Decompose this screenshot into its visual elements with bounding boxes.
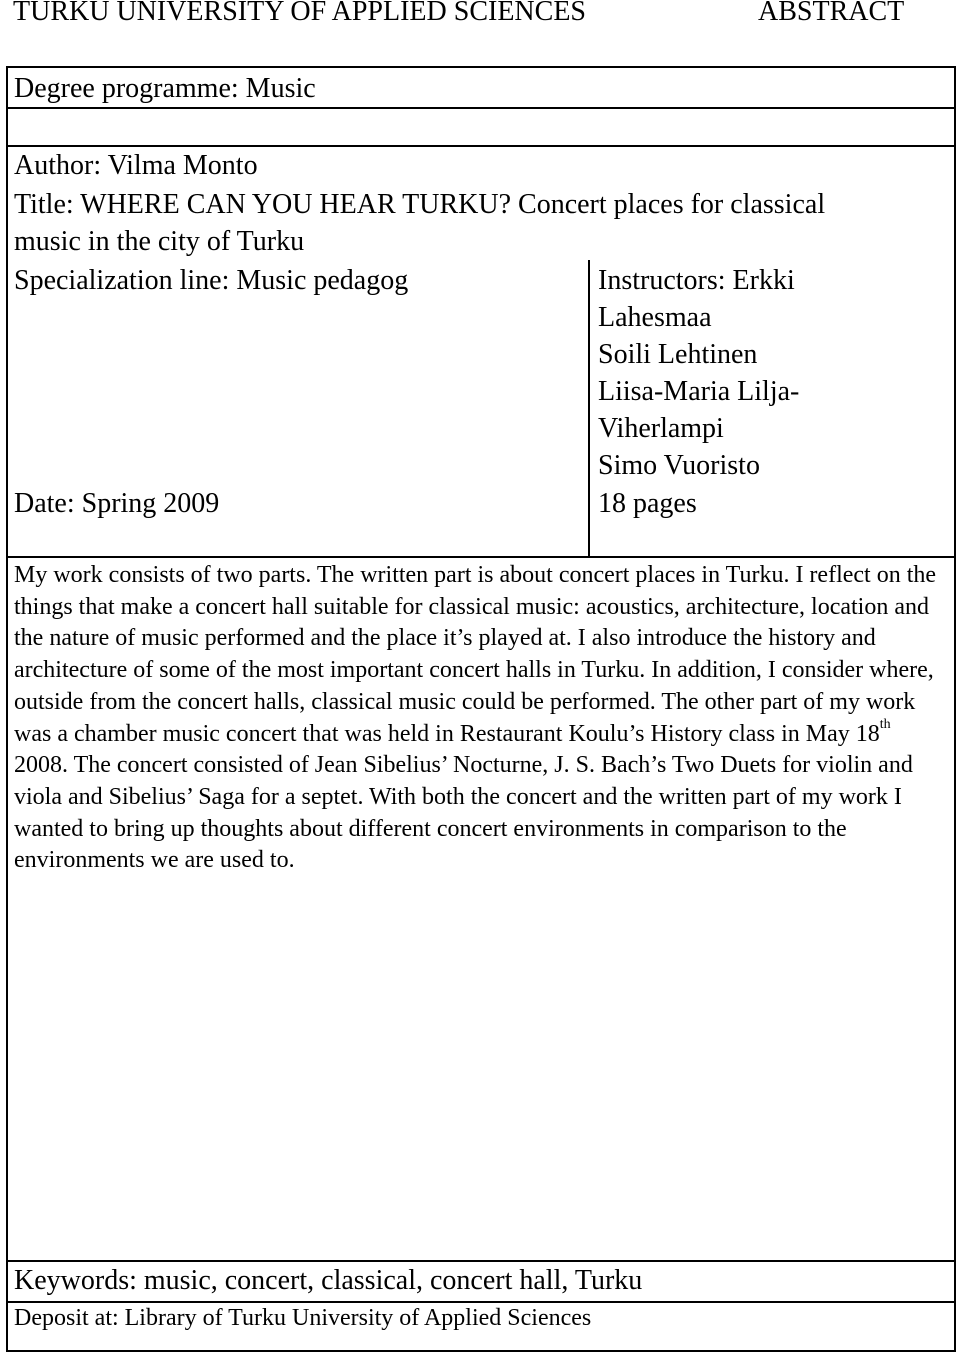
divider-before-keywords bbox=[6, 1260, 956, 1262]
abstract-text-part-2: 2008. The concert consisted of Jean Sibelius’ Nocturne, J. S. Bach’s Two Duets for violin and viola and Sibelius’ Saga for a septet. With both the concert and the written part of my work I wanted to bring up thoughts about different concert environments in comparison to the environments we are used to. bbox=[14, 752, 913, 874]
instructors-line: Instructors: Erkki bbox=[598, 265, 795, 296]
specialization-line: Specialization line: Music pedagog bbox=[14, 265, 409, 296]
abstract-paragraph bbox=[14, 560, 949, 877]
instructors-line: Soili Lehtinen bbox=[598, 339, 758, 370]
author: Author: Vilma Monto bbox=[14, 150, 258, 181]
abstract-text-part-1: My work consists of two parts. The written part is about concert places in Turku. I reflect on the things that make a concert hall suitable for classical music: acoustics, architecture, location and the nature of music performed and the place it’s played at. I also introduce the history and architecture of some of the most important concert halls in Turku. In addition, I consider where, outside from the concert halls, classical music could be performed. The other part of my work was a chamber music concert that was held in Restaurant Koulu’s History class in May 18 bbox=[14, 562, 937, 747]
thesis-title-line-1: Title: WHERE CAN YOU HEAR TURKU? Concert places for classical bbox=[14, 189, 826, 220]
deposit-location: Deposit at: Library of Turku University of Applied Sciences bbox=[14, 1305, 592, 1331]
instructors-line: Viherlampi bbox=[598, 413, 724, 444]
divider-after-degree bbox=[6, 107, 956, 109]
document-type-label: ABSTRACT bbox=[758, 0, 905, 27]
degree-programme: Degree programme: Music bbox=[14, 73, 316, 104]
page-count: 18 pages bbox=[598, 488, 697, 519]
meta-column-divider bbox=[588, 260, 590, 556]
instructors-list bbox=[598, 262, 799, 484]
instructors-line: Liisa-Maria Lilja- bbox=[598, 376, 800, 407]
date: Date: Spring 2009 bbox=[14, 488, 220, 519]
keywords: Keywords: music, concert, classical, concert hall, Turku bbox=[14, 1265, 643, 1296]
ordinal-superscript: th bbox=[879, 716, 891, 732]
page-header bbox=[0, 0, 960, 32]
thesis-title-line-2: music in the city of Turku bbox=[14, 226, 305, 257]
instructors-line: Lahesmaa bbox=[598, 302, 712, 333]
instructors-line: Simo Vuoristo bbox=[598, 450, 760, 481]
abstract-body bbox=[14, 560, 949, 877]
university-name: TURKU UNIVERSITY OF APPLIED SCIENCES bbox=[13, 0, 587, 27]
divider-after-meta bbox=[6, 556, 956, 558]
